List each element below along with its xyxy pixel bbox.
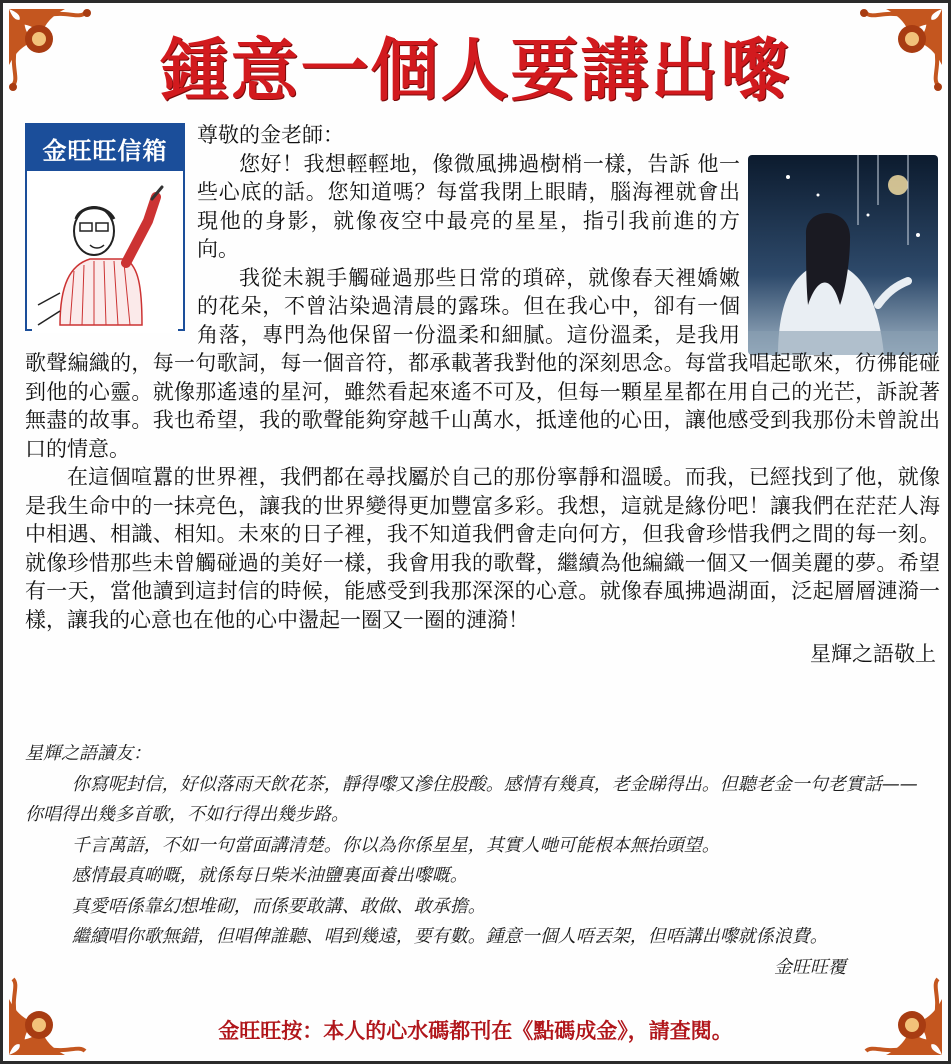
reply-section [25, 739, 930, 983]
reply-salutation: 星輝之語讀友： [25, 743, 151, 764]
letter-body [25, 121, 940, 669]
reply-signature: 金旺旺覆 [774, 956, 846, 978]
reply-paragraph: 感情最真啲嘅，就係每日柴米油鹽裏面養出嚟嘅。 [71, 865, 468, 886]
letter-paragraph: 在這個喧囂的世界裡，我們都在尋找屬於自己的那份寧靜和溫暖。而我，已經找到了他，就像是我生命中的一抹亮色，讓我的世界變得更加豐富多彩。我想，這就是緣份吧！讓我們在茫茫人海中相遇、相識、相知。未來的日子裡，我不知道我們會走向何方，但我會珍惜我們之間的每一刻。就像珍惜那些未曾觸碰過的美好一樣，我會用我的歌聲，繼續為他編織一個又一個美麗的夢。希望有一天，當他讀到這封信的時候，能感受到我那深深的心意。就像春風拂過湖面，泛起層層漣漪一樣，讓我的心意也在他的心中盪起一圈又一圈的漣漪！ [25, 465, 940, 632]
letter-paragraph: 您好！我想輕輕地，像微風拂過樹梢一樣，告訴 他一些心底的話。您知道嗎？每當我閉上眼睛，腦海裡就會出現他的身影，就像夜空中最亮的星星，指引我前進的方向。 [197, 151, 740, 261]
reply-paragraph: 你寫呢封信，好似落雨天飲花茶，靜得嚟又滲住股酸。感情有幾真，老金睇得出。但聽老金一句老實話——你唱得出幾多首歌，不如行得出幾步路。 [25, 773, 918, 825]
mailbox-spacer [25, 121, 197, 331]
headline: 鍾意一個人要講出嚟 [160, 31, 791, 111]
letter-signature: 星輝之語敬上 [810, 642, 936, 666]
reply-paragraph: 千言萬語，不如一句當面講清楚。你以為你係星星，其實人哋可能根本無抬頭望。 [71, 834, 720, 856]
photo-spacer [740, 121, 940, 349]
reply-paragraph: 繼續唱你歌無錯，但唱俾誰聽、唱到幾遠，要有數。鍾意一個人唔丟架，但唔講出嚟就係浪費。 [71, 926, 828, 947]
footer-note: 金旺旺按：本人的心水碼都刊在《點碼成金》，請查閱。 [218, 1018, 733, 1043]
reply-paragraph: 真愛唔係靠幻想堆砌，而係要敢講、敢做、敢承擔。 [71, 895, 486, 917]
mailbox-label: 金旺旺信箱 [27, 125, 183, 171]
letter-paragraph: 我從未親手觸碰過那些日常的瑣碎，就像春天裡嬌嫩的花朵，不曾沾染過清晨的露珠。但在我心中，卻有一個角落，專門為他保留一份溫柔和細膩。這份溫柔，是我用歌聲編織的，每一句歌詞，每一個音符，都承載著我對他的深刻思念。每當我唱起歌來，彷彿能碰到他的心靈。就像那遙遠的星河，雖然看起來遙不可及，但每一顆星星都在用自己的光芒，訴說著無盡的故事。我也希望，我的歌聲能夠穿越千山萬水，抵達他的心田，讓他感受到我那份未曾說出口的情意。 [25, 265, 940, 461]
letter-greeting: 尊敬的金老師： [197, 123, 344, 147]
